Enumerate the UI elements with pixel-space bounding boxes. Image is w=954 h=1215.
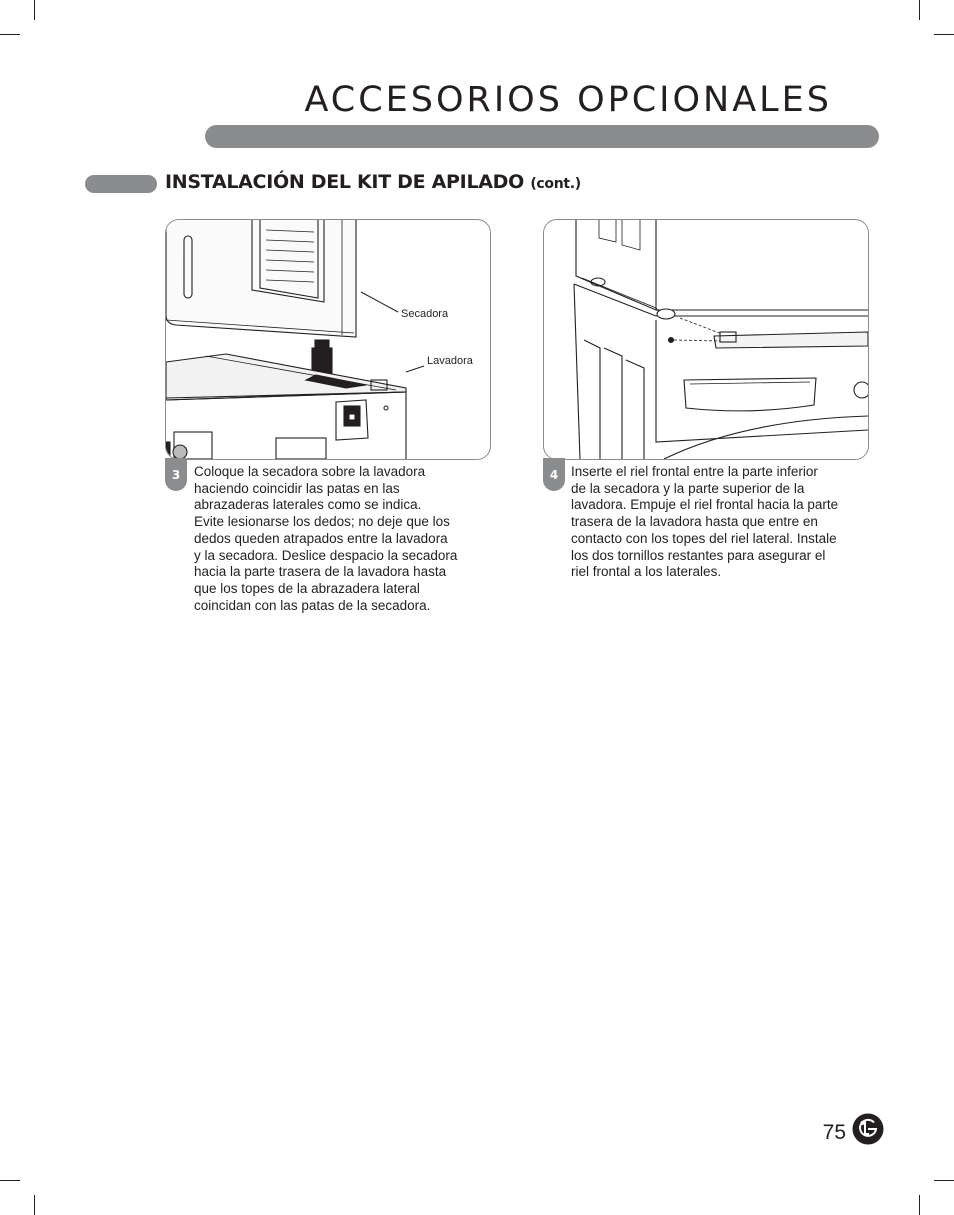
- text-line: contacto con los topes del riel lateral. Instale: [571, 530, 837, 546]
- section-title: [165, 171, 581, 193]
- washer-label: Lavadora: [427, 355, 473, 367]
- crop-mark: [34, 1195, 35, 1215]
- text-line: y la secadora. Deslice despacio la secadora: [194, 547, 458, 563]
- text-line: los dos tornillos restantes para asegurar el: [571, 547, 826, 563]
- section-title-main: INSTALACIÓN DEL KIT DE APILADO: [165, 171, 524, 193]
- text-line: haciendo coincidir las patas en las: [194, 480, 400, 496]
- text-line: hacia la parte trasera de la lavadora hasta: [194, 564, 447, 580]
- text-line: Inserte el riel frontal entre la parte inferior: [571, 464, 818, 479]
- crop-mark: [934, 1180, 954, 1181]
- dryer-label: Secadora: [401, 308, 449, 320]
- step-4-badge: 4: [543, 458, 565, 491]
- crop-mark: [919, 1195, 920, 1215]
- crop-mark: [0, 1180, 20, 1181]
- section-title-suffix: (cont.): [530, 176, 581, 192]
- step-4-illustration: [543, 219, 869, 460]
- chapter-title-bar: [205, 125, 879, 148]
- page-number: 75: [822, 1121, 846, 1144]
- step-3-illustration: [165, 219, 491, 460]
- step-3-badge: 3: [165, 458, 187, 491]
- text-line: Coloque la secadora sobre la lavadora: [194, 464, 426, 479]
- crop-mark: [0, 34, 20, 35]
- text-line: abrazaderas laterales como se indica.: [194, 497, 422, 513]
- step-4-text: [571, 464, 871, 581]
- section-marker: [85, 175, 157, 193]
- text-line: riel frontal a los laterales.: [571, 564, 722, 580]
- text-line: Evite lesionarse los dedos; no deje que los: [194, 514, 450, 530]
- text-line: dedos queden atrapados entre la lavadora: [194, 530, 448, 546]
- crop-mark: [919, 0, 920, 20]
- lg-logo-icon: [852, 1113, 884, 1145]
- crop-mark: [34, 0, 35, 20]
- chapter-title: ACCESORIOS OPCIONALES: [304, 80, 832, 120]
- text-line: lavadora. Empuje el riel frontal hacia la parte: [571, 497, 839, 513]
- text-line: trasera de la lavadora hasta que entre en: [571, 514, 818, 530]
- text-line: coincidan con las patas de la secadora.: [194, 597, 431, 613]
- text-line: que los topes de la abrazadera lateral: [194, 580, 420, 596]
- text-line: de la secadora y la parte superior de la: [571, 480, 805, 496]
- crop-mark: [934, 34, 954, 35]
- step-3-text: [194, 464, 494, 614]
